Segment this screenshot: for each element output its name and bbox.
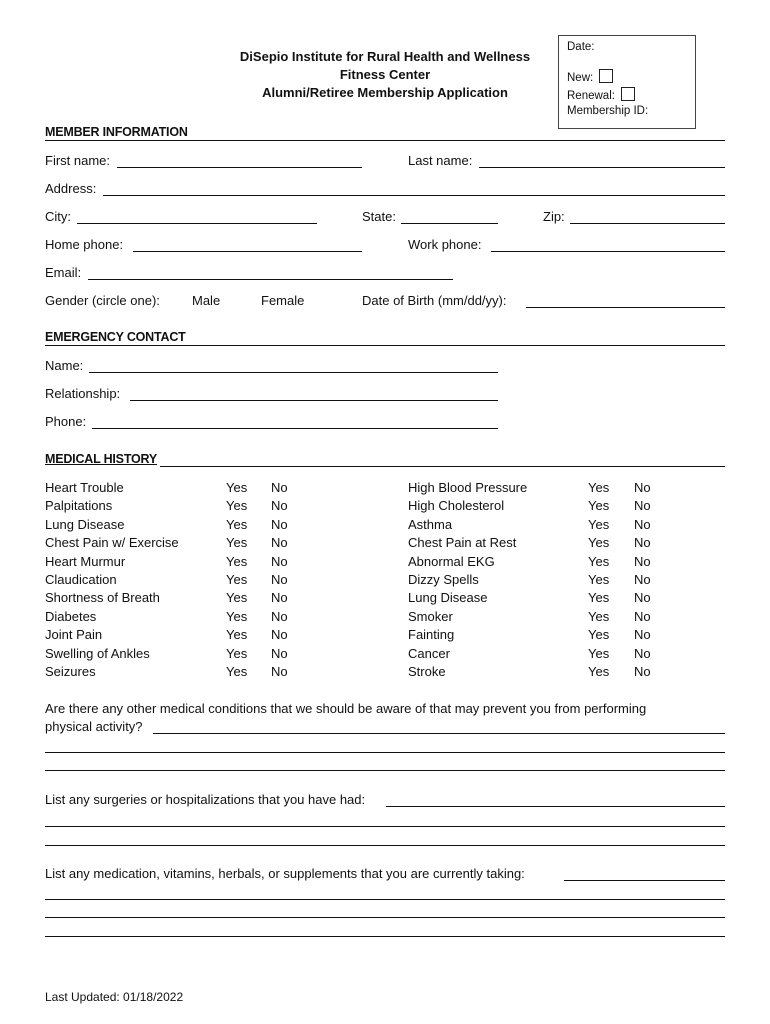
member-info-rule	[45, 140, 725, 141]
no-option[interactable]: No	[634, 480, 651, 495]
ec-relationship-label: Relationship:	[45, 386, 121, 401]
no-option[interactable]: No	[634, 553, 651, 569]
no-option[interactable]: No	[634, 516, 651, 532]
medications-field[interactable]	[564, 880, 725, 881]
no-option[interactable]: No	[271, 498, 288, 514]
home-phone-field[interactable]	[133, 251, 362, 252]
new-checkbox[interactable]	[599, 69, 613, 83]
city-label: City:	[45, 209, 71, 224]
yes-option[interactable]: Yes	[226, 498, 248, 514]
first-name-label: First name:	[45, 153, 111, 168]
yes-option[interactable]: Yes	[588, 572, 610, 588]
new-row	[567, 69, 613, 84]
medications-question: List any medication, vitamins, herbals, or supplements that you are currently taking:	[45, 866, 525, 881]
address-label: Address:	[45, 181, 97, 196]
gender-male-option[interactable]: Male	[192, 293, 221, 308]
condition-item: Heart Murmur	[45, 553, 126, 569]
yes-option[interactable]: Yes	[226, 480, 248, 495]
state-label: State:	[362, 209, 396, 224]
state-field[interactable]	[401, 223, 498, 224]
condition-item: Shortness of Breath	[45, 590, 160, 606]
medical-history-rule	[160, 466, 725, 467]
medications-line[interactable]	[45, 899, 725, 900]
no-option[interactable]: No	[634, 664, 651, 680]
condition-item: Dizzy Spells	[408, 572, 479, 588]
yes-option[interactable]: Yes	[226, 553, 248, 569]
condition-item: Lung Disease	[408, 590, 488, 606]
no-option[interactable]: No	[634, 645, 651, 661]
no-option[interactable]: No	[271, 664, 288, 680]
last-updated: Last Updated: 01/18/2022	[45, 990, 184, 1004]
no-option[interactable]: No	[634, 627, 651, 643]
other-conditions-question: Are there any other medical conditions that we should be aware of that may prevent you from performing	[45, 701, 647, 716]
email-field[interactable]	[88, 279, 453, 280]
dob-field[interactable]	[526, 307, 725, 308]
yes-option[interactable]: Yes	[226, 645, 248, 661]
condition-item: Chest Pain w/ Exercise	[45, 535, 179, 551]
no-option[interactable]: No	[634, 608, 651, 624]
email-label: Email:	[45, 265, 82, 280]
medical-right-conditions	[408, 479, 527, 681]
condition-item: Swelling of Ankles	[45, 645, 150, 661]
gender-label: Gender (circle one):	[45, 293, 160, 308]
institute-title: DiSepio Institute for Rural Health and Wellness	[239, 49, 531, 64]
condition-item: Asthma	[408, 516, 453, 532]
yes-option[interactable]: Yes	[226, 627, 248, 643]
condition-item: Diabetes	[45, 608, 97, 624]
yes-option[interactable]: Yes	[226, 572, 248, 588]
yes-option[interactable]: Yes	[588, 608, 610, 624]
condition-item: Lung Disease	[45, 516, 125, 532]
condition-item: Claudication	[45, 572, 117, 588]
condition-item: Seizures	[45, 664, 96, 680]
medical-left-yes-column	[226, 479, 247, 681]
yes-option[interactable]: Yes	[588, 664, 610, 680]
no-option[interactable]: No	[271, 553, 288, 569]
new-label: New:	[567, 72, 594, 84]
yes-option[interactable]: Yes	[588, 498, 610, 514]
yes-option[interactable]: Yes	[588, 553, 610, 569]
membership-id-label: Membership ID:	[567, 105, 649, 117]
surgeries-field[interactable]	[386, 806, 725, 807]
no-option[interactable]: No	[271, 627, 288, 643]
no-option[interactable]: No	[634, 572, 651, 588]
yes-option[interactable]: Yes	[226, 664, 248, 680]
medical-left-conditions	[45, 479, 179, 681]
center-title: Fitness Center	[339, 67, 431, 82]
zip-field[interactable]	[570, 223, 725, 224]
condition-item: Heart Trouble	[45, 480, 124, 495]
ec-name-field[interactable]	[89, 372, 498, 373]
no-option[interactable]: No	[634, 590, 651, 606]
medical-left-no-column	[271, 479, 288, 681]
yes-option[interactable]: Yes	[226, 516, 248, 532]
ec-name-label: Name:	[45, 358, 84, 373]
other-conditions-line[interactable]	[45, 752, 725, 753]
other-conditions-line[interactable]	[45, 770, 725, 771]
work-phone-field[interactable]	[491, 251, 725, 252]
condition-item: High Cholesterol	[408, 498, 505, 514]
renewal-label: Renewal:	[567, 90, 615, 102]
other-conditions-question-cont: physical activity?	[45, 719, 143, 734]
condition-item: Cancer	[408, 645, 450, 661]
condition-item: Abnormal EKG	[408, 553, 495, 569]
yes-option[interactable]: Yes	[588, 590, 610, 606]
emergency-contact-rule	[45, 345, 725, 346]
no-option[interactable]: No	[271, 645, 288, 661]
office-use-box	[558, 35, 696, 129]
condition-item: Joint Pain	[45, 627, 103, 643]
other-conditions-field[interactable]	[153, 733, 725, 734]
city-field[interactable]	[77, 223, 317, 224]
surgeries-question: List any surgeries or hospitalizations that you have had:	[45, 792, 366, 807]
medications-line[interactable]	[45, 917, 725, 918]
surgeries-line[interactable]	[45, 826, 725, 827]
medical-right-no-column	[634, 479, 651, 681]
no-option[interactable]: No	[634, 498, 651, 514]
no-option[interactable]: No	[271, 572, 288, 588]
yes-option[interactable]: Yes	[588, 535, 610, 551]
ec-phone-field[interactable]	[92, 428, 498, 429]
yes-option[interactable]: Yes	[588, 627, 610, 643]
condition-item: High Blood Pressure	[408, 480, 528, 495]
medications-line[interactable]	[45, 936, 725, 937]
renewal-checkbox[interactable]	[621, 87, 635, 101]
member-info-heading: MEMBER INFORMATION	[45, 125, 188, 139]
condition-item: Stroke	[408, 664, 446, 680]
no-option[interactable]: No	[634, 535, 651, 551]
zip-label: Zip:	[543, 209, 565, 224]
yes-option[interactable]: Yes	[226, 590, 248, 606]
form-title: Alumni/Retiree Membership Application	[262, 85, 508, 100]
condition-item: Chest Pain at Rest	[408, 535, 517, 551]
surgeries-line[interactable]	[45, 845, 725, 846]
yes-option[interactable]: Yes	[588, 516, 610, 532]
dob-label: Date of Birth (mm/dd/yy):	[362, 293, 507, 308]
condition-item: Smoker	[408, 608, 453, 624]
yes-option[interactable]: Yes	[226, 535, 248, 551]
ec-phone-label: Phone:	[45, 414, 87, 429]
no-option[interactable]: No	[271, 535, 288, 551]
no-option[interactable]: No	[271, 516, 288, 532]
gender-female-option[interactable]: Female	[261, 293, 305, 308]
date-label: Date:	[567, 41, 595, 53]
ec-relationship-field[interactable]	[130, 400, 498, 401]
condition-item: Palpitations	[45, 498, 113, 514]
no-option[interactable]: No	[271, 590, 288, 606]
condition-item: Fainting	[408, 627, 455, 643]
emergency-contact-heading: EMERGENCY CONTACT	[45, 330, 186, 344]
work-phone-label: Work phone:	[408, 237, 482, 252]
no-option[interactable]: No	[271, 608, 288, 624]
medical-right-yes-column	[588, 479, 609, 681]
yes-option[interactable]: Yes	[226, 608, 248, 624]
renewal-row	[567, 87, 635, 102]
no-option[interactable]: No	[271, 480, 288, 495]
first-name-field[interactable]	[117, 167, 362, 168]
last-name-field[interactable]	[479, 167, 725, 168]
address-field[interactable]	[103, 195, 725, 196]
yes-option[interactable]: Yes	[588, 645, 610, 661]
last-name-label: Last name:	[408, 153, 473, 168]
home-phone-label: Home phone:	[45, 237, 124, 252]
medical-history-heading: MEDICAL HISTORY	[45, 452, 158, 466]
yes-option[interactable]: Yes	[588, 480, 610, 495]
